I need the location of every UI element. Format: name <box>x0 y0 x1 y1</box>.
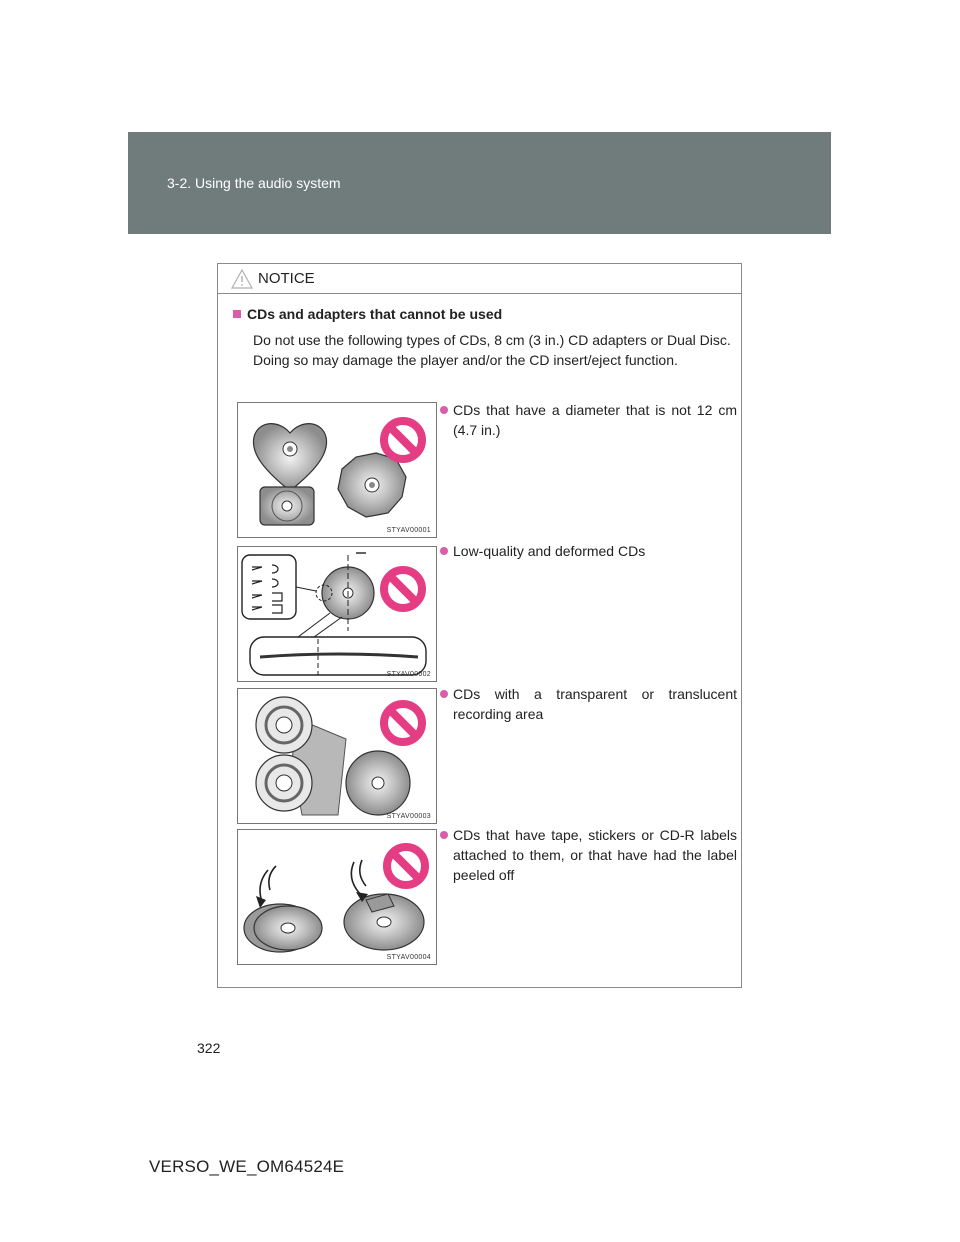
figure-odd-shaped-cds <box>237 402 437 538</box>
item-odd-diameter: CDs that have a diameter that is not 12 cm (4.7 in.) <box>453 400 737 440</box>
figure-code: STYAV00003 <box>386 813 431 820</box>
notice-section-title: CDs and adapters that cannot be used <box>233 306 502 322</box>
item-translucent: CDs with a transparent or translucent recording area <box>453 684 737 724</box>
bullet-dot-icon <box>440 406 448 414</box>
figure-code: STYAV00004 <box>386 954 431 961</box>
document-code: VERSO_WE_OM64524E <box>149 1157 345 1176</box>
section-title-header: 3-2. Using the audio system <box>167 175 341 191</box>
bullet-dot-icon <box>440 690 448 698</box>
figure-code: STYAV00001 <box>386 527 431 534</box>
intro-line-2: Doing so may damage the player and/or the CD insert/eject function. <box>253 352 678 368</box>
bullet-dot-icon <box>440 831 448 839</box>
page-header <box>128 132 831 234</box>
warning-icon <box>231 269 253 289</box>
bullet-dot-icon <box>440 547 448 555</box>
notice-intro <box>253 330 737 370</box>
intro-line-1: Do not use the following types of CDs, 8 cm (3 in.) CD adapters or Dual Disc. <box>253 332 731 348</box>
notice-box <box>217 263 742 988</box>
figure-code: STYAV00002 <box>386 671 431 678</box>
figure-deformed-cds <box>237 546 437 682</box>
figure-translucent-cds <box>237 688 437 824</box>
page-number: 322 <box>197 1040 221 1056</box>
notice-label: NOTICE <box>258 270 315 287</box>
figure-labeled-cds <box>237 829 437 965</box>
item-low-quality: Low-quality and deformed CDs <box>453 541 737 561</box>
notice-header <box>218 264 741 294</box>
item-labeled: CDs that have tape, stickers or CD-R labels attached to them, or that have had the label peeled off <box>453 825 737 885</box>
square-bullet-icon <box>233 310 241 318</box>
